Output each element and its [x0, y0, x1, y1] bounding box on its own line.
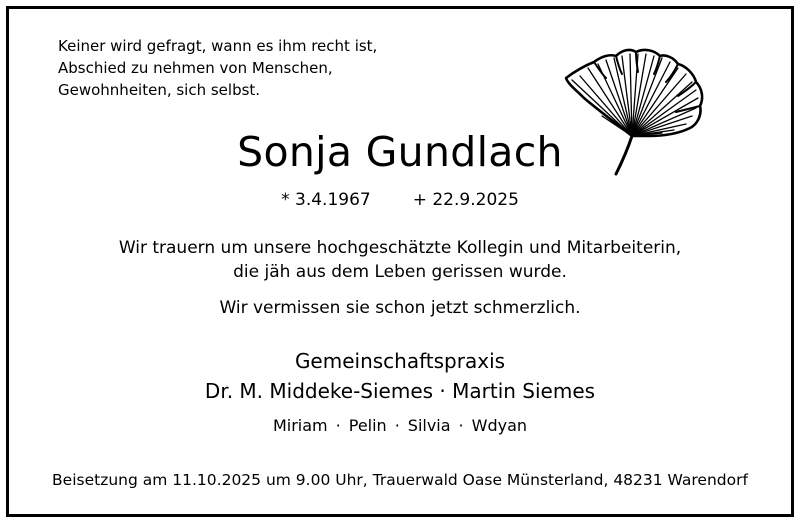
- organization-names: Dr. M. Middeke-Siemes · Martin Siemes: [204, 379, 596, 403]
- missing-message: Wir vermissen sie schon jetzt schmerzlich.: [219, 298, 581, 318]
- staff-names: [0, 414, 800, 438]
- birth-date: * 3.4.1967: [281, 190, 371, 210]
- motto-line: Keiner wird gefragt, wann es ihm recht ist,: [58, 37, 378, 55]
- motto-line: Gewohnheiten, sich selbst.: [58, 81, 261, 99]
- name-separator: ·: [394, 416, 400, 435]
- name-separator: ·: [335, 416, 341, 435]
- message-line: die jäh aus dem Leben gerissen wurde.: [233, 262, 567, 282]
- name-separator: ·: [458, 416, 464, 435]
- deceased-name: Sonja Gundlach: [237, 128, 563, 176]
- life-dates: [0, 189, 800, 211]
- message-line: Wir trauern um unsere hochgeschätzte Kollegin und Mitarbeiterin,: [118, 238, 682, 258]
- death-date: + 22.9.2025: [412, 190, 519, 210]
- organization-block: [0, 346, 800, 406]
- staff-name: Miriam: [272, 416, 328, 435]
- mourning-message: [0, 236, 800, 284]
- burial-notice: Beisetzung am 11.10.2025 um 9.00 Uhr, Trauerwald Oase Münsterland, 48231 Warendorf: [52, 471, 748, 489]
- staff-name: Pelin: [348, 416, 387, 435]
- staff-name: Silvia: [407, 416, 451, 435]
- organization-type: Gemeinschaftspraxis: [294, 349, 506, 373]
- staff-name: Wdyan: [471, 416, 528, 435]
- motto-quote: [58, 35, 377, 101]
- motto-line: Abschied zu nehmen von Menschen,: [58, 59, 333, 77]
